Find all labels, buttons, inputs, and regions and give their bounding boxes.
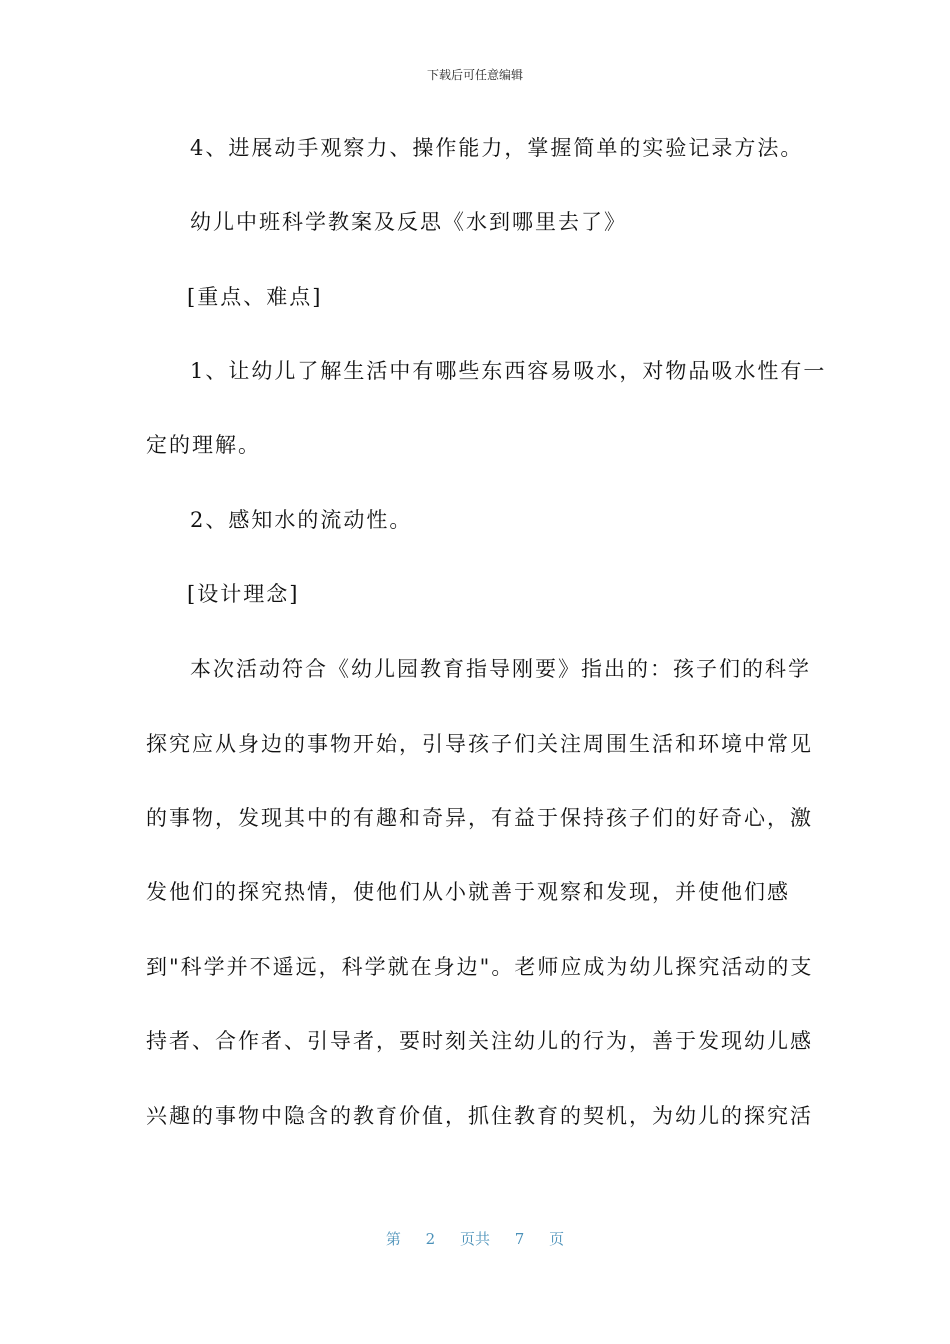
paragraph-line: 兴趣的事物中隐含的教育价值，抓住教育的契机，为幼儿的探究活 <box>146 1104 813 1128</box>
paragraph-line: 4、进展动手观察力、操作能力，掌握简单的实验记录方法。 <box>190 136 804 160</box>
section-title: 幼儿中班科学教案及反思《水到哪里去了》 <box>190 210 627 234</box>
footer-label-ye: 页 <box>549 1230 565 1248</box>
paragraph-line: 1、让幼儿了解生活中有哪些东西容易吸水，对物品吸水性有一 <box>190 359 827 383</box>
paragraph-line: 本次活动符合《幼儿园教育指导刚要》指出的：孩子们的科学 <box>190 657 811 681</box>
page-header: 下载后可任意编辑 <box>426 68 523 82</box>
paragraph-line: 定的理解。 <box>146 433 261 457</box>
page-footer <box>0 1228 950 1249</box>
footer-page-number: 2 <box>425 1230 436 1248</box>
footer-page-total: 7 <box>514 1230 525 1248</box>
paragraph-line: 2、感知水的流动性。 <box>190 508 413 532</box>
paragraph-line: 持者、合作者、引导者，要时刻关注幼儿的行为，善于发现幼儿感 <box>146 1029 813 1053</box>
paragraph-line: 的事物，发现其中的有趣和奇异，有益于保持孩子们的好奇心，激 <box>146 806 813 830</box>
paragraph-line: 到"科学并不遥远，科学就在身边"。老师应成为幼儿探究活动的支 <box>146 955 814 979</box>
footer-label-ye-gong: 页共 <box>459 1230 490 1248</box>
paragraph-line: 探究应从身边的事物开始，引导孩子们关注周围生活和环境中常见 <box>146 732 813 756</box>
section-heading: [设计理念] <box>187 582 300 606</box>
footer-label-di: 第 <box>385 1230 401 1248</box>
section-heading: [重点、难点] <box>187 285 323 309</box>
paragraph-line: 发他们的探究热情，使他们从小就善于观察和发现，并使他们感 <box>146 880 790 904</box>
